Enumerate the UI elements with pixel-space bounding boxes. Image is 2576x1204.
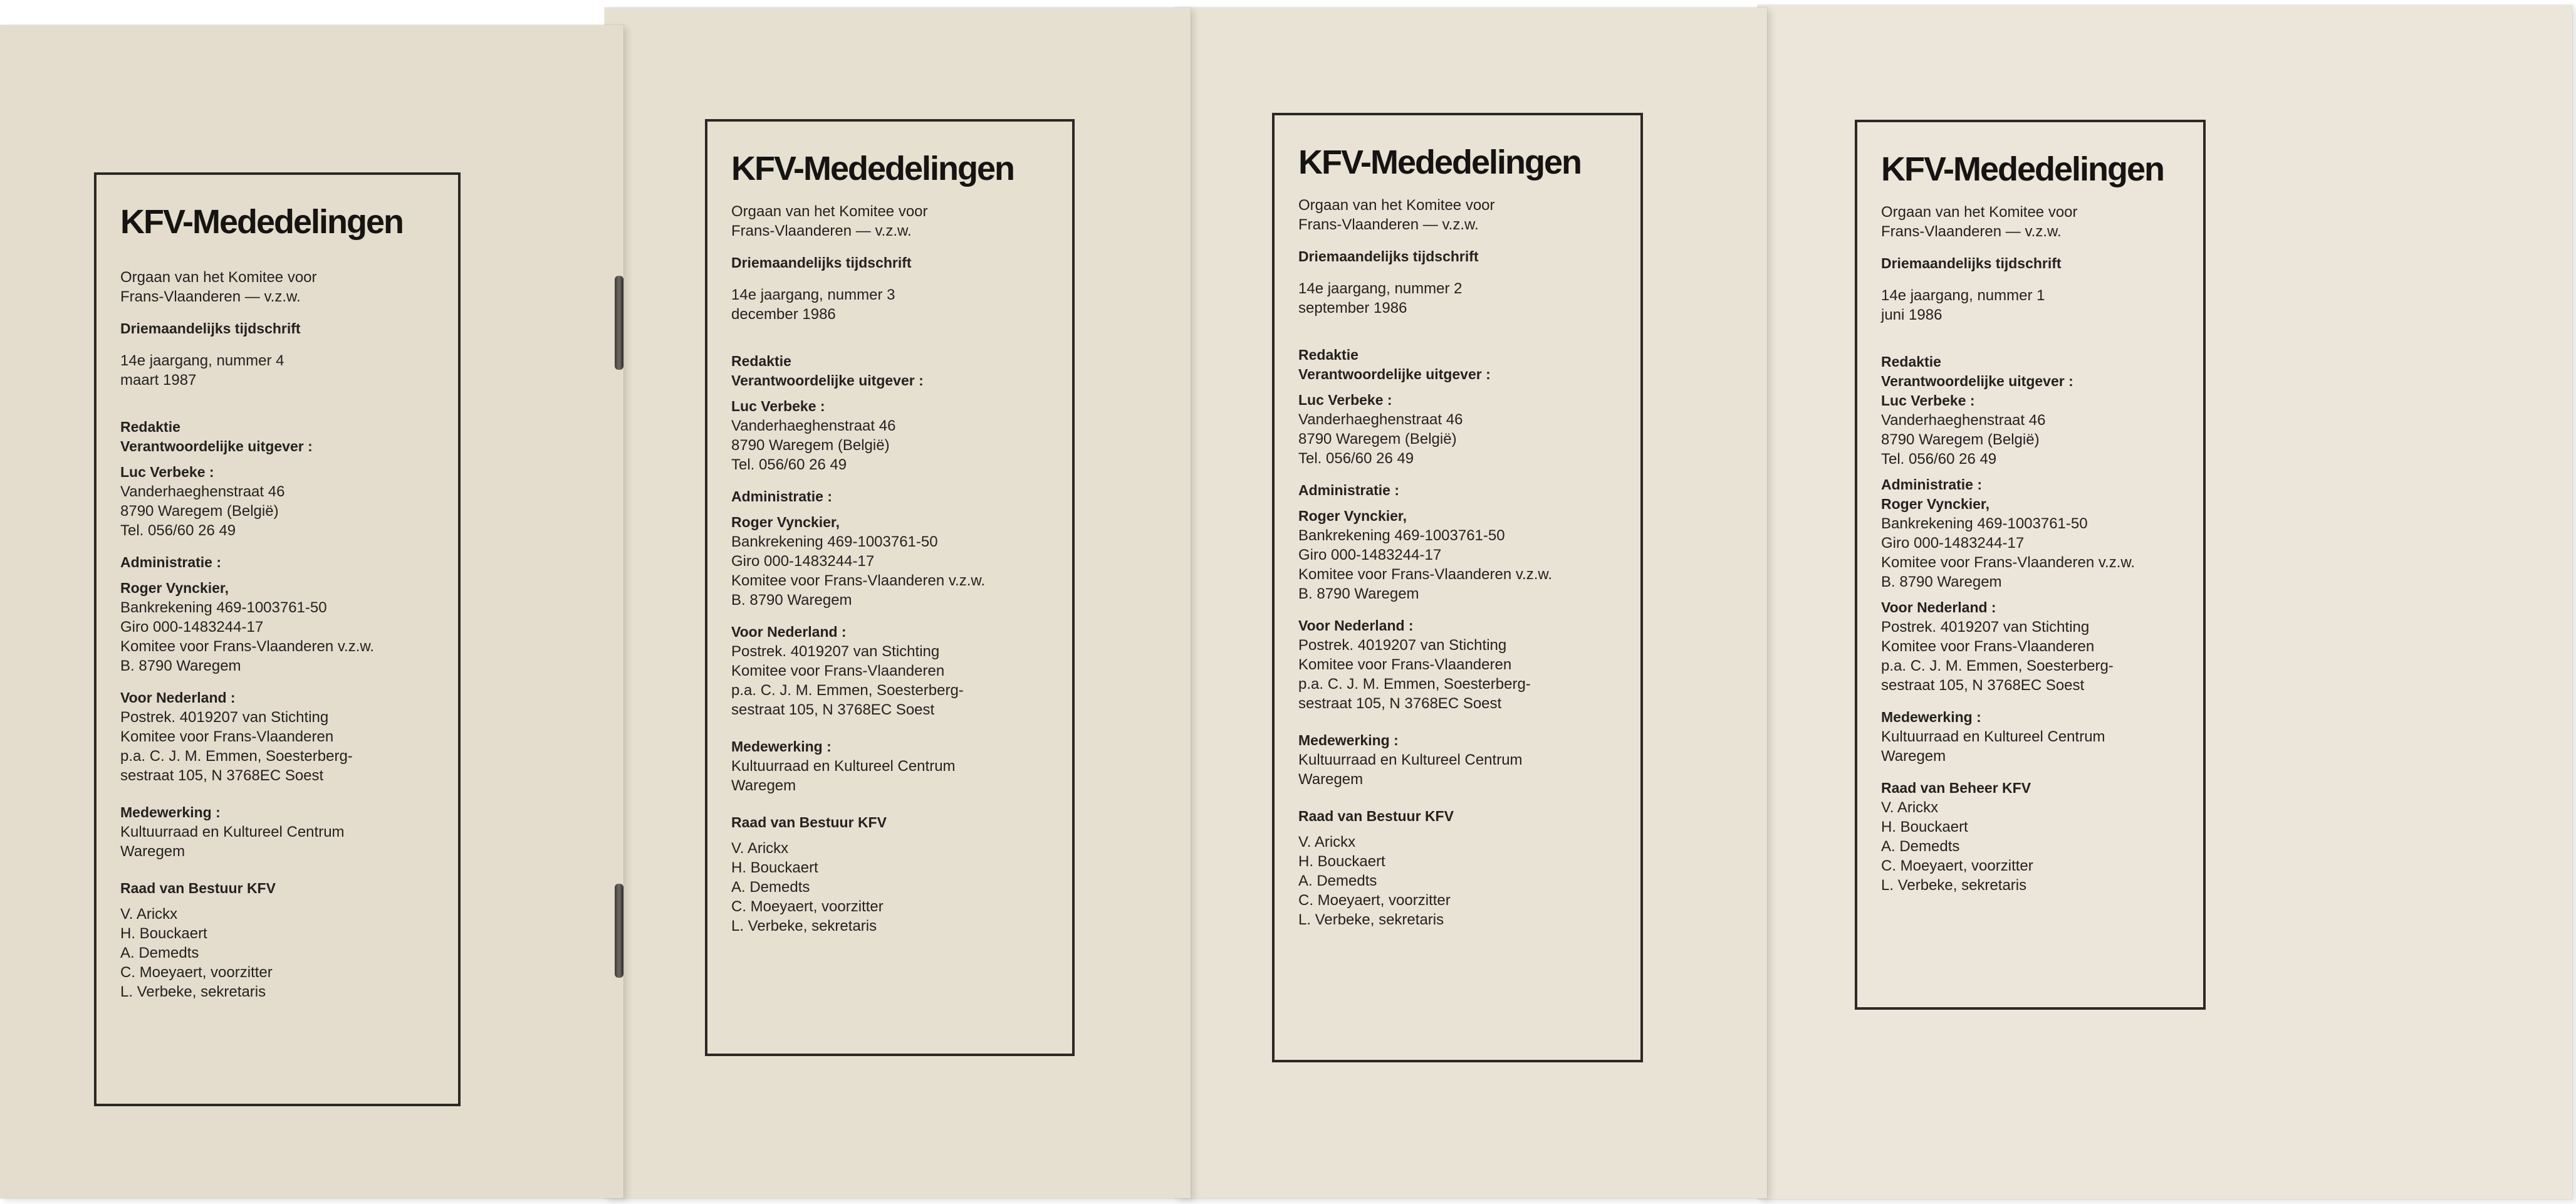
admin-name: Roger Vynckier, [731,514,840,530]
admin-heading: Administratie : [731,488,833,505]
periodical-label: Driemaandelijks tijdschrift [731,254,912,271]
board-heading: Raad van Bestuur KFV [1298,808,1454,824]
nl-line-1: Postrek. 4019207 van Stichting [1298,637,1507,654]
redaktie-heading: Redaktie [1881,353,1941,370]
publisher-heading: Verantwoordelijke uitgever : [1298,366,1491,382]
publisher-address-1: Vanderhaeghenstraat 46 [120,483,285,500]
publisher-phone: Tel. 056/60 26 49 [120,522,236,539]
masthead-panel [705,119,1075,1056]
nl-heading: Voor Nederland : [1881,599,1996,615]
nl-line-1: Postrek. 4019207 van Stichting [1881,619,2090,636]
nl-line-3: p.a. C. J. M. Emmen, Soesterberg- [120,748,353,765]
medewerking-line-1: Kultuurraad en Kultureel Centrum [1298,751,1523,768]
issue-number: 14e jaargang, nummer 4 [120,352,284,369]
admin-line-1: Bankrekening 469-1003761-50 [1298,527,1505,544]
booklet-issue-2 [1175,8,1767,1198]
admin-line-1: Bankrekening 469-1003761-50 [1881,515,2088,532]
medewerking-heading: Medewerking : [1881,709,1981,725]
issue-number: 14e jaargang, nummer 2 [1298,280,1463,297]
periodical-label: Driemaandelijks tijdschrift [120,320,301,337]
board-member: H. Bouckaert [1881,819,1968,835]
publisher-address-1: Vanderhaeghenstraat 46 [1881,412,2046,429]
board-member: L. Verbeke, sekretaris [120,983,266,1000]
organ-line-2: Frans-Vlaanderen — v.z.w. [120,288,301,305]
organ-line-2: Frans-Vlaanderen — v.z.w. [731,222,912,239]
admin-line-3: Komitee voor Frans-Vlaanderen v.z.w. [120,638,375,655]
board-member: V. Arickx [731,840,789,857]
admin-line-2: Giro 000-1483244-17 [731,553,875,570]
masthead-panel [1855,120,2206,1010]
issue-date: juni 1986 [1881,306,1942,323]
publisher-address-1: Vanderhaeghenstraat 46 [731,417,896,434]
medewerking-line-1: Kultuurraad en Kultureel Centrum [731,758,956,775]
periodical-label: Driemaandelijks tijdschrift [1881,255,2062,271]
admin-line-3: Komitee voor Frans-Vlaanderen v.z.w. [1298,566,1553,583]
board-member: C. Moeyaert, voorzitter [120,964,273,981]
publisher-name: Luc Verbeke : [1881,392,1975,409]
publisher-heading: Verantwoordelijke uitgever : [120,438,313,454]
nl-line-4: sestraat 105, N 3768EC Soest [731,701,935,718]
admin-line-2: Giro 000-1483244-17 [120,619,264,636]
publisher-heading: Verantwoordelijke uitgever : [1881,373,2073,389]
publisher-phone: Tel. 056/60 26 49 [731,456,847,473]
masthead-title: KFV-Mededelingen [1298,144,1582,181]
admin-heading: Administratie : [1881,476,1983,493]
nl-line-3: p.a. C. J. M. Emmen, Soesterberg- [1298,676,1531,693]
nl-line-2: Komitee voor Frans-Vlaanderen [731,662,945,679]
masthead-title: KFV-Mededelingen [120,203,404,241]
board-member: V. Arickx [120,906,178,923]
publisher-address-1: Vanderhaeghenstraat 46 [1298,411,1463,428]
publisher-address-2: 8790 Waregem (België) [731,437,890,454]
organ-line-1: Orgaan van het Komitee voor [120,269,317,286]
admin-line-3: Komitee voor Frans-Vlaanderen v.z.w. [1881,554,2135,571]
nl-line-3: p.a. C. J. M. Emmen, Soesterberg- [1881,657,2114,674]
publisher-name: Luc Verbeke : [731,398,825,414]
medewerking-line-2: Waregem [731,777,796,794]
admin-line-4: B. 8790 Waregem [1298,585,1419,602]
admin-line-2: Giro 000-1483244-17 [1298,547,1442,563]
admin-line-4: B. 8790 Waregem [120,657,241,674]
staple [615,884,623,978]
publisher-phone: Tel. 056/60 26 49 [1881,451,1997,468]
admin-name: Roger Vynckier, [1298,508,1407,524]
medewerking-line-2: Waregem [1881,748,1946,765]
publisher-address-2: 8790 Waregem (België) [1881,431,2040,448]
nl-heading: Voor Nederland : [1298,617,1414,634]
medewerking-heading: Medewerking : [731,738,832,755]
admin-line-4: B. 8790 Waregem [731,592,852,609]
organ-line-2: Frans-Vlaanderen — v.z.w. [1881,223,2062,240]
organ-line-1: Orgaan van het Komitee voor [1881,204,2078,221]
masthead-title: KFV-Mededelingen [731,150,1014,187]
issue-date: maart 1987 [120,372,197,389]
redaktie-heading: Redaktie [1298,347,1358,363]
booklet-issue-1 [1758,5,2572,1199]
redaktie-heading: Redaktie [120,419,180,435]
masthead-title: KFV-Mededelingen [1881,150,2164,188]
organ-line-1: Orgaan van het Komitee voor [1298,197,1495,214]
nl-heading: Voor Nederland : [120,689,236,706]
board-member: L. Verbeke, sekretaris [1298,911,1444,928]
medewerking-line-1: Kultuurraad en Kultureel Centrum [120,824,345,840]
admin-name: Roger Vynckier, [1881,496,1990,512]
board-member: C. Moeyaert, voorzitter [731,898,884,915]
board-member: L. Verbeke, sekretaris [731,918,877,934]
board-member: A. Demedts [120,945,199,961]
publisher-address-2: 8790 Waregem (België) [120,503,279,520]
admin-line-1: Bankrekening 469-1003761-50 [120,599,327,616]
nl-line-2: Komitee voor Frans-Vlaanderen [1298,656,1512,673]
board-member: H. Bouckaert [1298,853,1385,870]
masthead-panel [1272,113,1643,1062]
admin-line-4: B. 8790 Waregem [1881,573,2002,590]
board-member: V. Arickx [1881,799,1939,816]
issue-date: september 1986 [1298,300,1407,317]
admin-heading: Administratie : [120,554,222,570]
staple [615,276,623,370]
admin-heading: Administratie : [1298,482,1400,498]
nl-line-4: sestraat 105, N 3768EC Soest [1881,677,2085,694]
board-member: A. Demedts [731,879,810,896]
nl-line-1: Postrek. 4019207 van Stichting [731,643,940,660]
medewerking-line-1: Kultuurraad en Kultureel Centrum [1881,728,2105,745]
medewerking-heading: Medewerking : [120,804,221,820]
nl-line-2: Komitee voor Frans-Vlaanderen [120,728,334,745]
board-member: A. Demedts [1298,872,1377,889]
board-member: V. Arickx [1298,834,1356,851]
publisher-name: Luc Verbeke : [120,464,214,480]
organ-line-1: Orgaan van het Komitee voor [731,203,928,220]
booklet-issue-4 [0,25,623,1198]
medewerking-line-2: Waregem [120,843,185,860]
admin-line-3: Komitee voor Frans-Vlaanderen v.z.w. [731,572,986,589]
admin-name: Roger Vynckier, [120,580,229,596]
board-member: C. Moeyaert, voorzitter [1298,892,1451,909]
medewerking-line-2: Waregem [1298,771,1364,788]
periodical-label: Driemaandelijks tijdschrift [1298,248,1479,264]
board-member: H. Bouckaert [731,859,818,876]
issue-date: december 1986 [731,306,836,323]
publisher-name: Luc Verbeke : [1298,392,1392,408]
board-heading: Raad van Bestuur KFV [120,880,276,896]
redaktie-heading: Redaktie [731,353,791,369]
nl-line-4: sestraat 105, N 3768EC Soest [120,767,324,784]
board-member: H. Bouckaert [120,925,207,942]
publisher-phone: Tel. 056/60 26 49 [1298,450,1414,467]
issue-number: 14e jaargang, nummer 3 [731,286,895,303]
nl-heading: Voor Nederland : [731,624,847,640]
board-member: L. Verbeke, sekretaris [1881,877,2027,894]
board-member: C. Moeyaert, voorzitter [1881,857,2033,874]
nl-line-2: Komitee voor Frans-Vlaanderen [1881,638,2095,655]
publisher-address-2: 8790 Waregem (België) [1298,431,1457,448]
nl-line-4: sestraat 105, N 3768EC Soest [1298,695,1502,712]
booklet-issue-3 [605,8,1191,1198]
board-heading: Raad van Bestuur KFV [731,814,887,830]
issue-number: 14e jaargang, nummer 1 [1881,287,2045,304]
nl-line-1: Postrek. 4019207 van Stichting [120,709,329,726]
publisher-heading: Verantwoordelijke uitgever : [731,372,924,389]
admin-line-2: Giro 000-1483244-17 [1881,535,2025,552]
board-member: A. Demedts [1881,838,1960,855]
admin-line-1: Bankrekening 469-1003761-50 [731,533,938,550]
masthead-panel [94,172,461,1106]
medewerking-heading: Medewerking : [1298,732,1399,748]
nl-line-3: p.a. C. J. M. Emmen, Soesterberg- [731,682,964,699]
organ-line-2: Frans-Vlaanderen — v.z.w. [1298,216,1479,233]
board-heading: Raad van Beheer KFV [1881,780,2031,796]
